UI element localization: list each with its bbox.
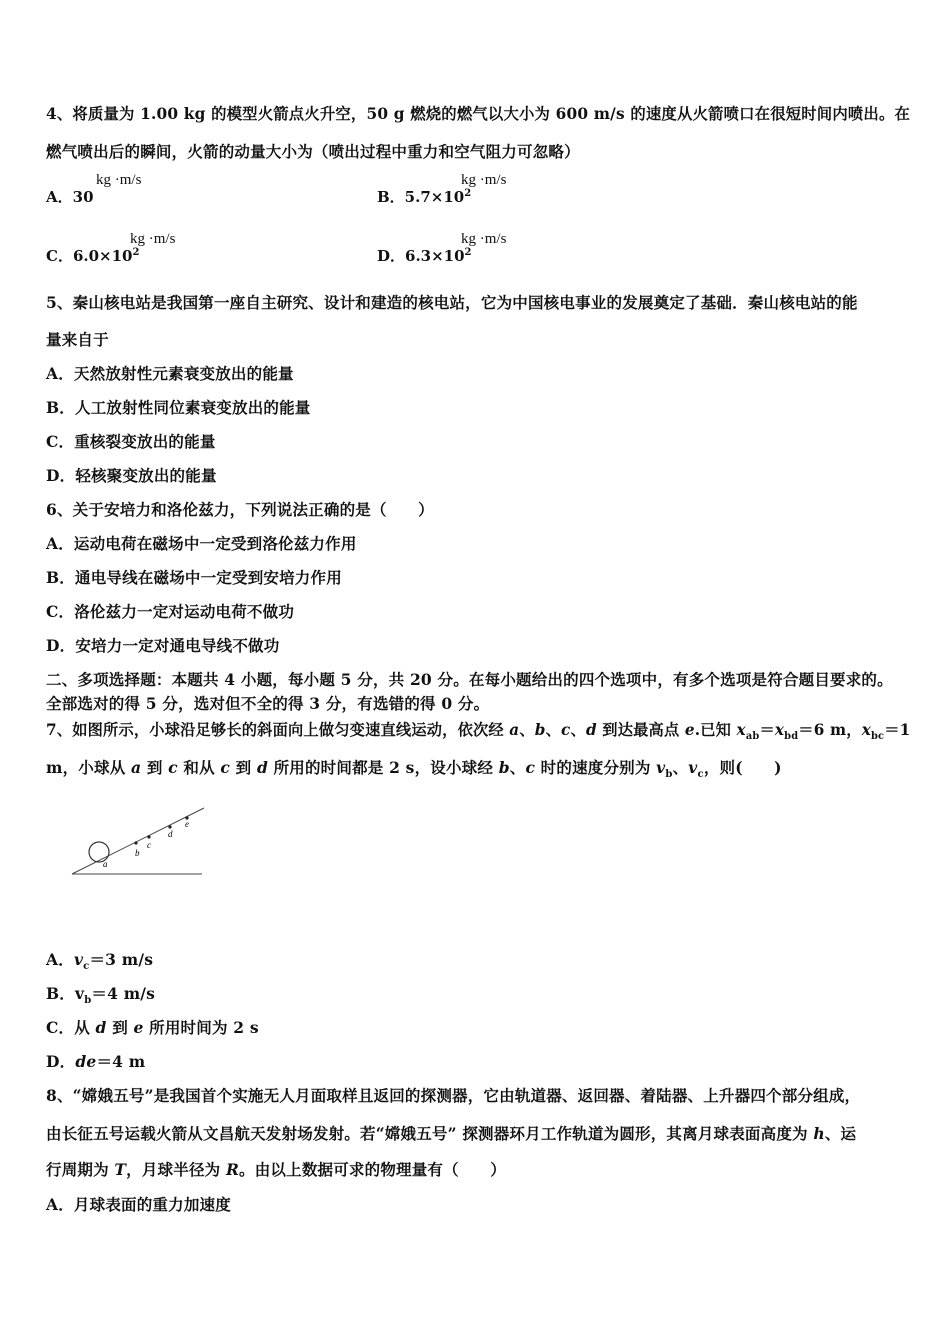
section2-heading-line2: 全部选对的得 5 分，选对但不全的得 3 分，有选错的得 0 分。	[46, 694, 490, 713]
q6-stem: 6、关于安培力和洛伦兹力，下列说法正确的是（ ）	[46, 500, 434, 519]
q4-option-c: C．$6.0\times 10^2$	[46, 247, 140, 265]
q7-option-a: A．$v_c=3$ m/s	[46, 950, 154, 973]
q6-option-c: C．洛伦兹力一定对运动电荷不做功	[46, 602, 295, 621]
q4-option-b: B．$5.7\times 10^2$	[377, 188, 472, 206]
q6-option-d: D．安培力一定对通电导线不做功	[46, 636, 280, 655]
q5-option-c: C．重核裂变放出的能量	[46, 432, 216, 451]
q5-stem-line2: 量来自于	[46, 330, 109, 349]
q8-stem-line2: 由长征五号运载火箭从文昌航天发射场发射。若“嫦娥五号” 探测器环月工作轨道为圆形，其离月球表面高度为 h、运	[46, 1124, 857, 1143]
q4-option-d: D．$6.3\times 10^2$	[377, 247, 472, 265]
incline-line	[72, 808, 204, 874]
q7-option-c: C．从 d 到 e 所用时间为 2 s	[46, 1018, 259, 1037]
point-c-dot	[147, 835, 150, 838]
q4-stem-line2: 燃气喷出后的瞬间，火箭的动量大小为（喷出过程中重力和空气阻力可忽略）	[46, 142, 580, 161]
q5-option-b: B．人工放射性同位素衰变放出的能量	[46, 398, 311, 417]
q4-stem-line1: 4、将质量为 1.00 kg 的模型火箭点火升空，50 g 燃烧的燃气以大小为 600 m/s 的速度从火箭喷口在很短时间内喷出。在	[46, 104, 911, 123]
q7-stem-line1: 7、如图所示，小球沿足够长的斜面向上做匀变速直线运动，依次经 a、b、c、d 到达最高点 e.已知 $x_{ab}=x_{bd}=6$ m，$x_{bc}=1$	[46, 720, 911, 743]
q5-stem-line1: 5、秦山核电站是我国第一座自主研究、设计和建造的核电站，它为中国核电事业的发展奠定了基础．秦山核电站的能	[46, 293, 858, 312]
label-d: d	[168, 829, 173, 839]
label-a: a	[103, 859, 108, 869]
point-b-dot	[134, 841, 137, 844]
q4-option-b-unit: kg ·m/s	[461, 172, 507, 188]
q8-stem-line1: 8、“嫦娥五号”是我国首个实施无人月面取样且返回的探测器，它由轨道器、返回器、着陆器、上升器四个部分组成，	[46, 1086, 861, 1105]
label-b: b	[135, 848, 140, 858]
label-c: c	[147, 840, 151, 850]
q4-option-a: A．30	[46, 188, 94, 206]
q6-option-a: A．运动电荷在磁场中一定受到洛伦兹力作用	[46, 534, 357, 553]
q4-option-c-unit: kg ·m/s	[130, 231, 176, 247]
q4-option-a-unit: kg ·m/s	[96, 172, 142, 188]
q7-option-b: B．$v_b=4$ m/s	[46, 984, 156, 1007]
q7-stem-line2: m，小球从 a 到 c 和从 c 到 d 所用的时间都是 2 s，设小球经 b、c 时的速度分别为 $v_b$、$v_c$，则( )	[46, 758, 782, 781]
section2-heading-line1: 二、多项选择题：本题共 4 小题，每小题 5 分，共 20 分。在每小题给出的四个选项中，有多个选项是符合题目要求的。	[46, 670, 893, 689]
q7-incline-figure	[66, 800, 212, 884]
q5-option-a: A．天然放射性元素衰变放出的能量	[46, 364, 294, 383]
q8-option-a: A．月球表面的重力加速度	[46, 1195, 231, 1214]
q6-option-b: B．通电导线在磁场中一定受到安培力作用	[46, 568, 342, 587]
label-e: e	[185, 819, 189, 829]
q5-option-d: D．轻核聚变放出的能量	[46, 466, 217, 485]
q4-option-d-unit: kg ·m/s	[461, 231, 507, 247]
q8-stem-line3: 行周期为 T，月球半径为 R。由以上数据可求的物理量有（ ）	[46, 1160, 506, 1179]
q7-option-d: D．de＝4 m	[46, 1052, 146, 1071]
